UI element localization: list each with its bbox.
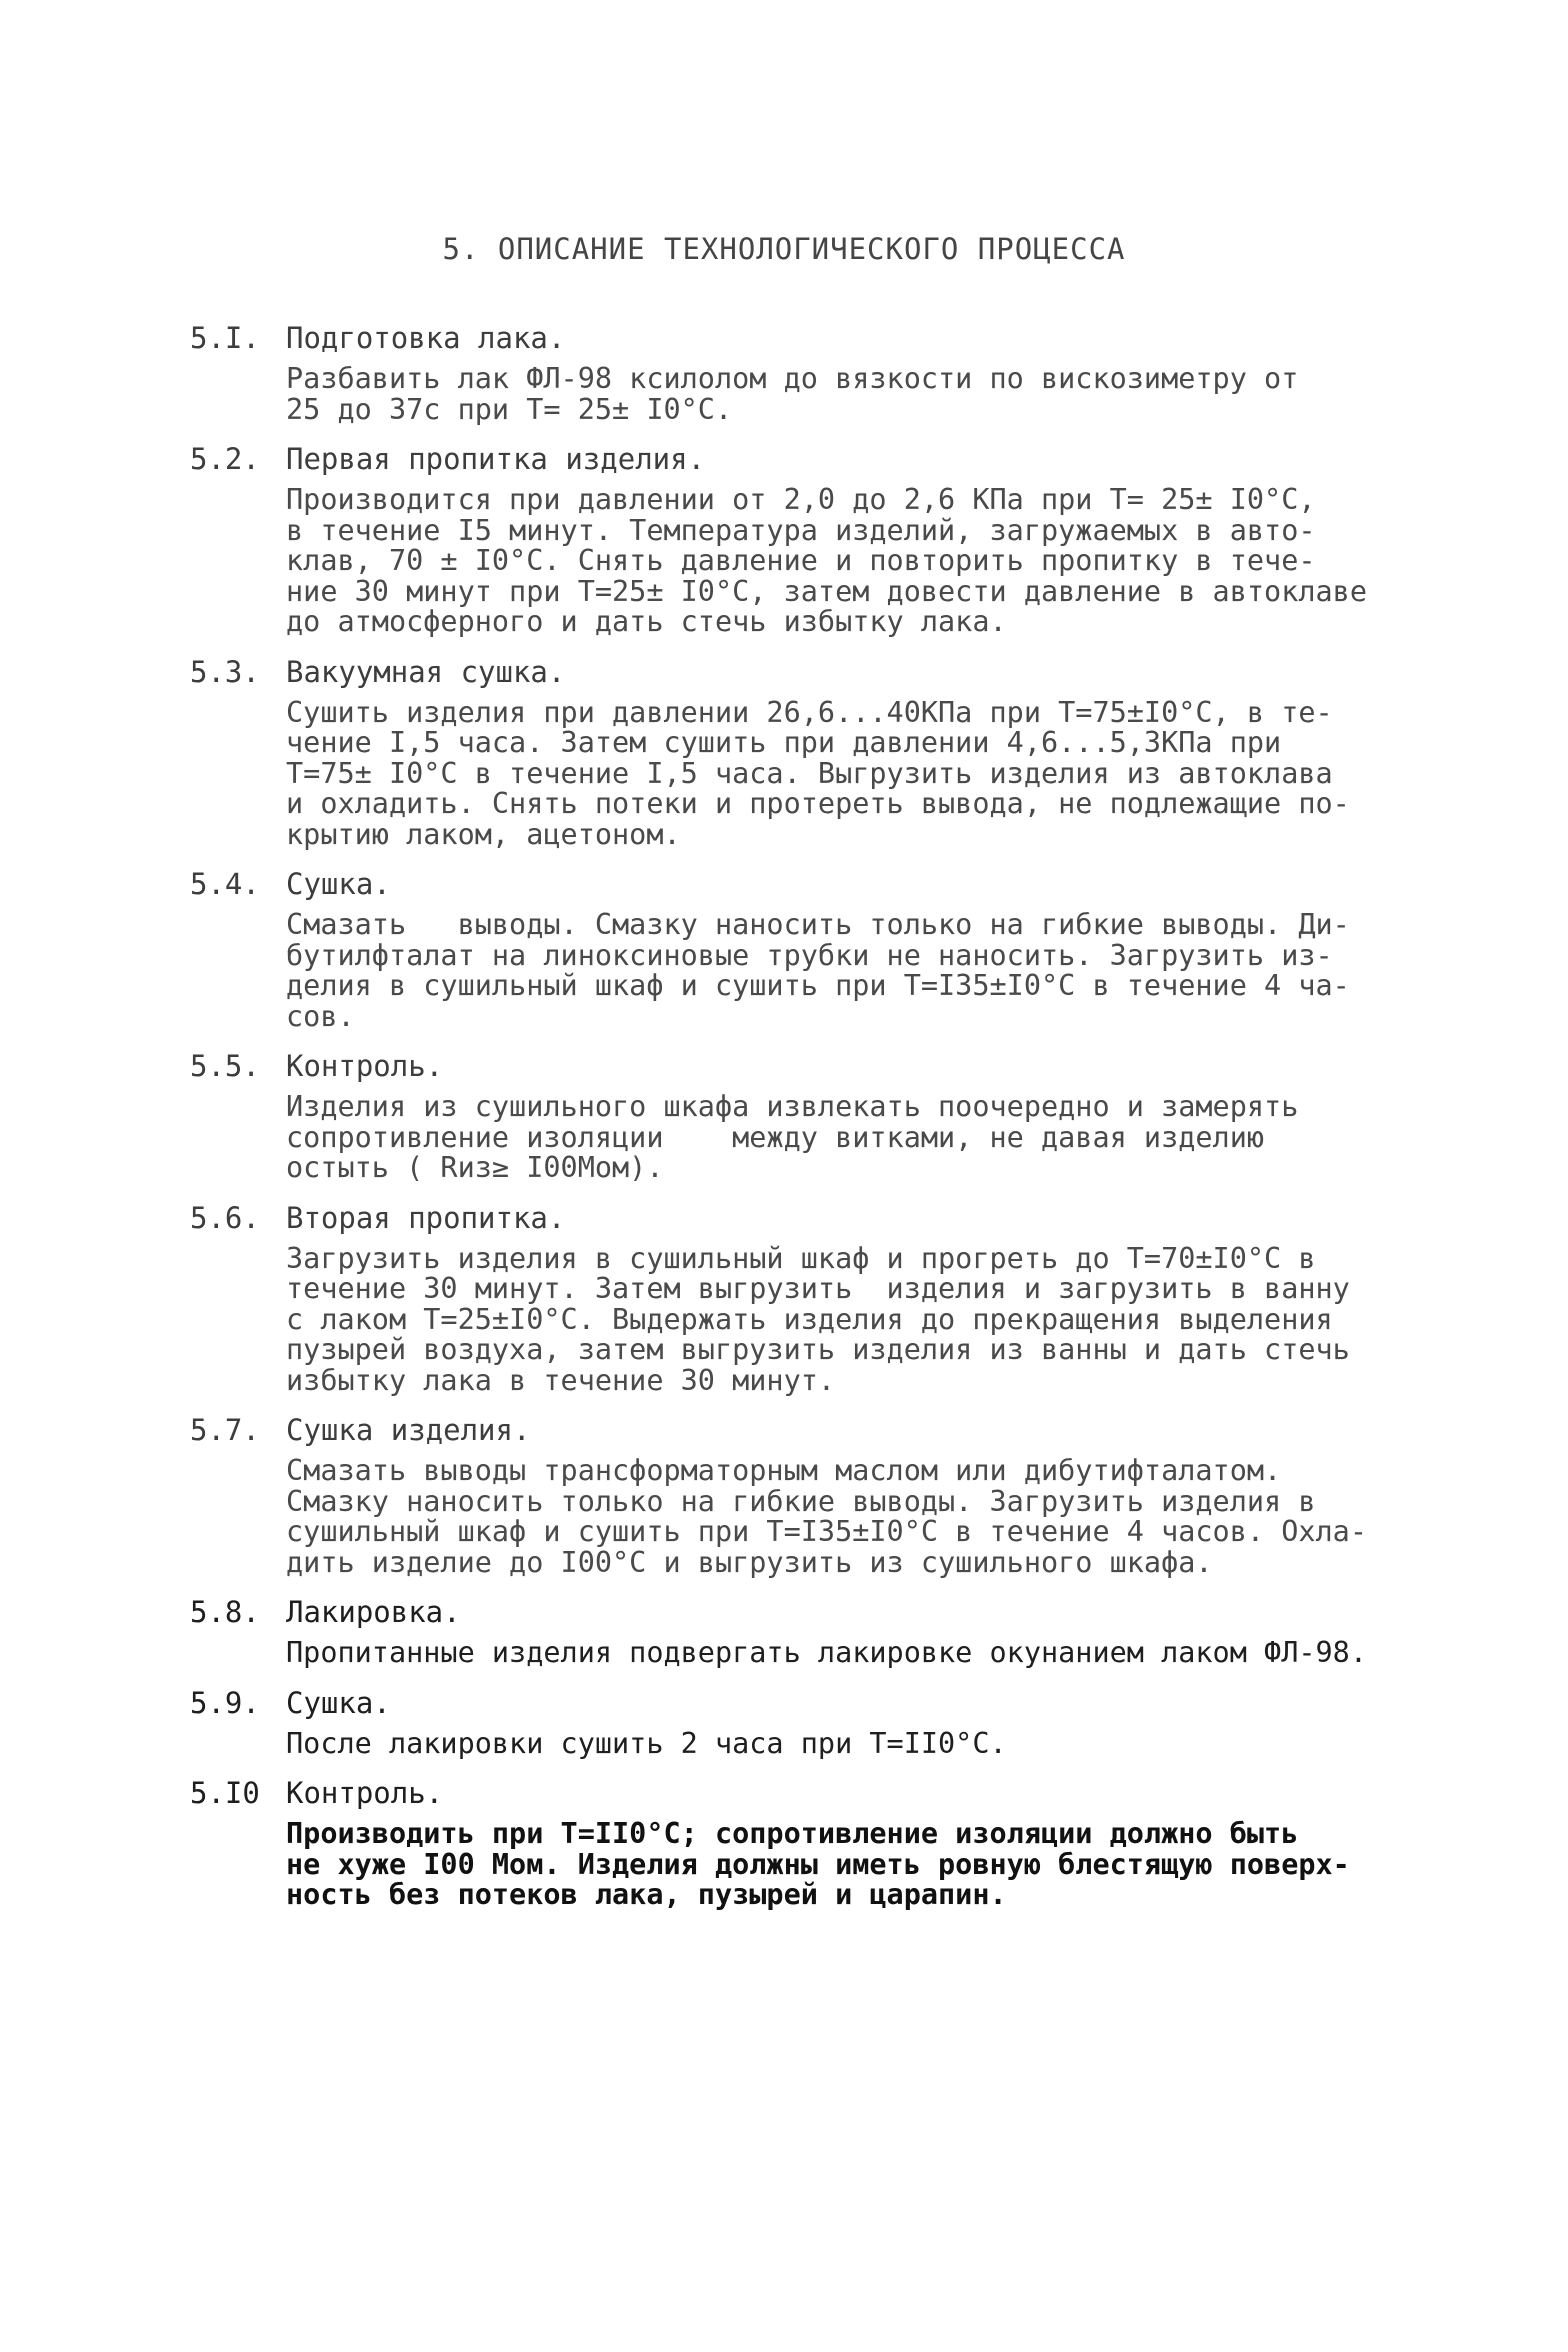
section-number: 5.6.: [190, 1200, 260, 1235]
section-heading: Первая пропитка изделия.: [286, 442, 706, 476]
section-5-8: [190, 1592, 1490, 1669]
section-number: 5.7.: [190, 1413, 260, 1447]
section-5-4: [190, 864, 1490, 1032]
section-5-2: [190, 439, 1490, 638]
section-body: Сушить изделия при давлении 26,6...40КПа при Т=75±I0°С, в те- чение I,5 часа. Затем сушить при давлении 4,6...5,3КПа при Т=75± I0°С в течение I,5 часа. Выгрузить изделия из автоклава и охладить. Снять потеки и протереть вывода, не подлежащие по- крытию лаком, ацетоном.: [286, 695, 1350, 851]
section-5-9: [190, 1683, 1490, 1760]
section-number: 5.8.: [190, 1595, 260, 1629]
section-body: Смазать выводы трансформаторным маслом или дибутифталатом. Смазку наносить только на гибкие выводы. Загрузить изделия в сушильный шкаф и сушить при Т=I35±I0°С в течение 4 часов. Охла- дить изделие до I00°С и выгрузить из сушильного шкафа.: [286, 1454, 1367, 1579]
section-heading: Сушка.: [286, 1685, 391, 1720]
section-body: Загрузить изделия в сушильный шкаф и прогреть до Т=70±I0°С в течение 30 минут. Затем выгрузить изделия и загрузить в ванну с лаком Т=25±I0°С. Выдержать изделия до прекращения выделения пузырей воздуха, затем выгрузить изделия из ванны и дать стечь избытку лака в течение 30 минут.: [286, 1241, 1350, 1397]
sections-list: [190, 318, 1490, 1925]
section-5-6: [190, 1198, 1490, 1397]
document-title: 5. ОПИСАНИЕ ТЕХНОЛОГИЧЕСКОГО ПРОЦЕССА: [442, 232, 1126, 266]
section-heading: Контроль.: [286, 1049, 444, 1083]
section-body: Производить при Т=II0°С; сопротивление изоляции должно быть не хуже I00 Мом. Изделия должны иметь ровную блестящую поверх- ность без потеков лака, пузырей и царапин.: [286, 1817, 1350, 1911]
section-number: 5.3.: [190, 654, 260, 689]
section-heading: Сушка изделия.: [286, 1413, 531, 1447]
section-5-5: [190, 1046, 1490, 1184]
section-heading: Лакировка.: [286, 1595, 461, 1629]
section-heading: Вакуумная сушка.: [286, 654, 566, 689]
section-body: Изделия из сушильного шкафа извлекать поочередно и замерять сопротивление изоляции между витками, не давая изделию остыть ( Rиз≥ I00Мом).: [286, 1090, 1299, 1184]
section-body: Производится при давлении от 2,0 до 2,6 КПа при Т= 25± I0°С, в течение I5 минут. Температура изделий, загружаемых в авто- клав, 70 ± I0°С. Снять давление и повторить пропитку в тече- ние 30 минут при Т=25± I0°С, затем довести давление в автоклаве до атмосферного и дать стечь избытку лака.: [286, 483, 1367, 638]
section-number: 5.2.: [190, 442, 260, 476]
section-body: После лакировки сушить 2 часа при Т=II0°С.: [286, 1726, 1007, 1760]
section-number: 5.I.: [190, 321, 260, 355]
section-5-10: [190, 1773, 1490, 1911]
section-heading: Сушка.: [286, 867, 391, 901]
section-heading: Подготовка лака.: [286, 321, 566, 355]
section-number: 5.5.: [190, 1049, 260, 1083]
section-number: 5.4.: [190, 867, 260, 901]
section-5-1: [190, 318, 1490, 425]
section-body: Разбавить лак ФЛ-98 ксилолом до вязкости по вискозиметру от 25 до 37с при Т= 25± I0°С.: [286, 362, 1299, 426]
section-heading: Вторая пропитка.: [286, 1200, 566, 1235]
section-5-3: [190, 652, 1490, 851]
section-5-7: [190, 1410, 1490, 1578]
section-number: 5.9.: [190, 1685, 260, 1720]
section-body: Смазать выводы. Смазку наносить только на гибкие выводы. Ди- бутилфталат на линоксиновые трубки не наносить. Загрузить из- делия в сушильный шкаф и сушить при Т=I35±I0°С в течение 4 ча- сов.: [286, 908, 1350, 1033]
section-body: Пропитанные изделия подвергать лакировке окунанием лаком ФЛ-98.: [286, 1636, 1367, 1669]
section-number: 5.I0: [190, 1776, 260, 1810]
section-heading: Контроль.: [286, 1776, 444, 1810]
